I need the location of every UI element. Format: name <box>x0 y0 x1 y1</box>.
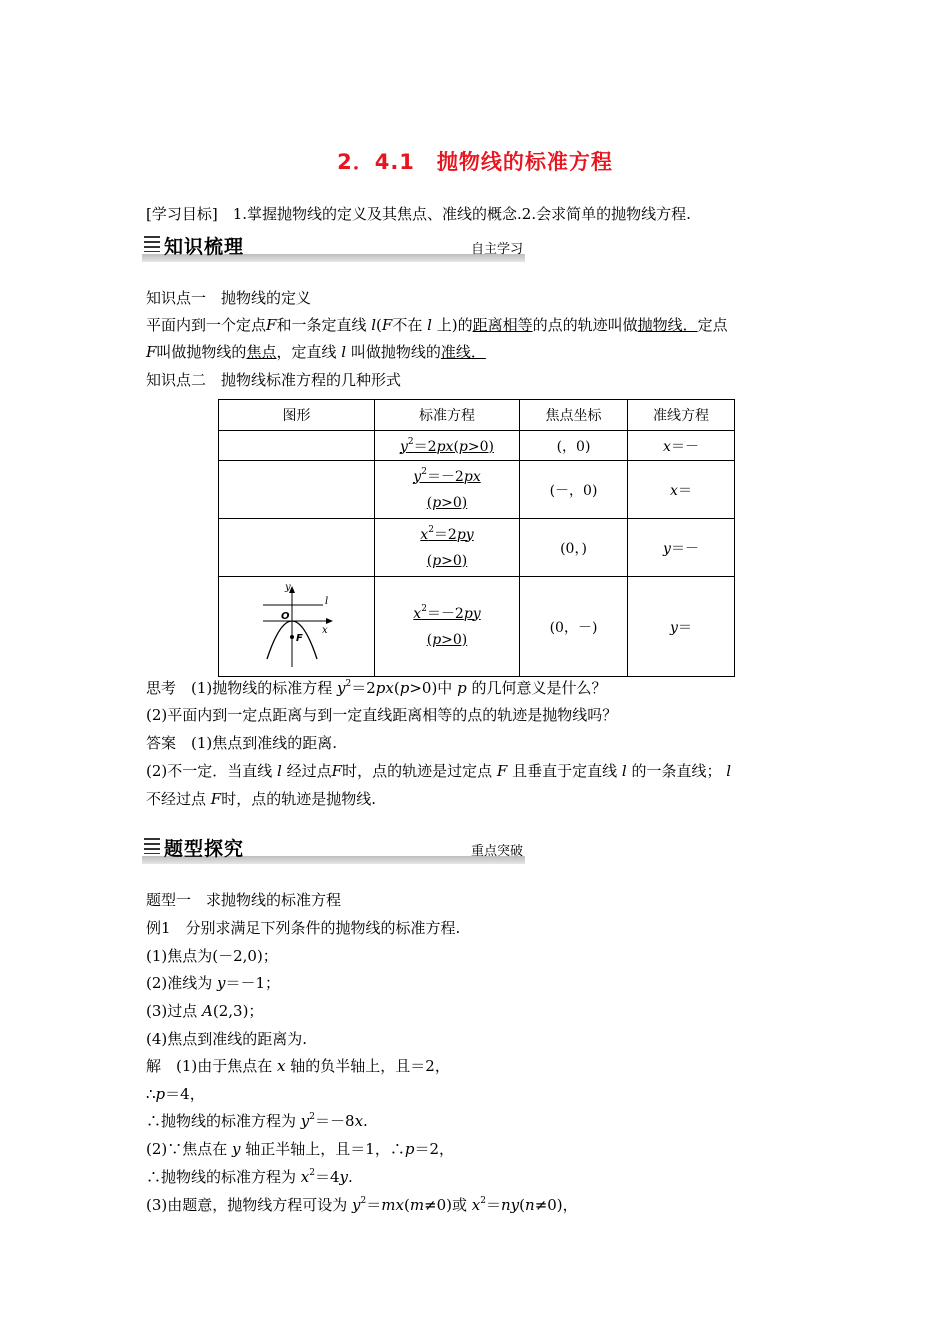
graph-label-y: y <box>284 581 291 593</box>
solution-line5: ∴抛物线的标准方程为 $x^2=4y$. <box>146 1168 353 1186</box>
focus-term: 焦点 <box>246 343 277 361</box>
condition-4: (4)焦点到准线的距离为. <box>146 1030 308 1048</box>
solution-line2: ∴p＝4， <box>146 1085 205 1103</box>
section-banner-types <box>142 834 525 864</box>
graph-label-o: O <box>280 610 290 622</box>
banner-heading: 知识梳理 <box>164 236 245 258</box>
table-header-row <box>219 400 735 431</box>
table-row <box>219 431 735 461</box>
banner-heading: 题型探究 <box>164 838 245 860</box>
section-banner-knowledge <box>142 232 525 262</box>
page-title: 2．4.1 抛物线的标准方程 <box>337 150 613 174</box>
header-focus: 焦点坐标 <box>520 400 628 431</box>
condition-2: (2)准线为 y＝－1； <box>146 974 281 992</box>
stripes-icon <box>144 236 160 252</box>
graph-label-x: x <box>321 624 328 636</box>
solution-line1: 解 (1)由于焦点在 x 轴的负半轴上，且＝2， <box>146 1057 450 1075</box>
stripes-icon <box>144 838 160 854</box>
kp1-definition-line2: F叫做抛物线的焦点，定直线 l 叫做抛物线的准线． <box>146 343 486 361</box>
kp2-title: 知识点二 抛物线标准方程的几种形式 <box>146 371 402 389</box>
equation-cell: $y^2=2px(p>0)$ <box>375 431 520 461</box>
graph-cell <box>219 577 375 677</box>
graph-cell <box>219 431 375 461</box>
graph-label-f: F <box>295 632 303 644</box>
type1-title: 题型一 求抛物线的标准方程 <box>146 891 342 909</box>
solution-line6: (3)由题意，抛物线方程可设为 $y^2=mx(m\ne 0)$或 $x^2=ny(n\ne 0)$， <box>146 1196 578 1214</box>
directrix-cell: y＝－ <box>628 519 735 577</box>
graph-cell <box>219 461 375 519</box>
header-graph: 图形 <box>219 400 375 431</box>
parabola-term: 抛物线． <box>637 316 698 334</box>
kp1-title: 知识点一 抛物线的定义 <box>146 289 312 307</box>
think-question2: (2)平面内到一定点距离与到一定直线距离相等的点的轨迹是抛物线吗？ <box>146 706 618 724</box>
graph-cell <box>219 519 375 577</box>
answer-1: 答案 (1)焦点到准线的距离. <box>146 734 338 752</box>
banner-tag: 自主学习 <box>470 242 523 257</box>
learning-objective: [学习目标] 1.掌握抛物线的定义及其焦点、准线的概念.2.会求简单的抛物线方程. <box>146 205 691 223</box>
table-row <box>219 519 735 577</box>
directrix-cell: y＝ <box>628 577 735 677</box>
focus-cell: (－，0) <box>520 461 628 519</box>
distance-equal-term: 距离相等 <box>472 316 533 334</box>
directrix-term: 准线． <box>440 343 486 361</box>
answer-2-line1: (2)不一定．当直线 l 经过点F时，点的轨迹是过定点 F 且垂直于定直线 l 的一条直线； l <box>146 762 732 780</box>
graph-label-l: l <box>324 595 328 607</box>
parabola-graph-icon <box>257 581 337 673</box>
condition-1: (1)焦点为(－2,0)； <box>146 947 278 965</box>
table-row <box>219 577 735 677</box>
standard-forms-table <box>218 399 735 677</box>
equation-cell: $x^2=-2py$ (p>0) <box>375 577 520 677</box>
header-equation: 标准方程 <box>375 400 520 431</box>
directrix-cell: x＝－ <box>628 431 735 461</box>
focus-cell: (，0) <box>520 431 628 461</box>
example1-statement: 例1 分别求满足下列条件的抛物线的标准方程. <box>146 919 461 937</box>
equation-cell: $y^2=-2px$ (p>0) <box>375 461 520 519</box>
answer-2-line2: 不经过点 F时，点的轨迹是抛物线. <box>146 790 376 808</box>
kp1-definition-line1: 平面内到一个定点F和一条定直线 l(F不在 l 上)的距离相等的点的轨迹叫做抛物线．定点 <box>146 316 728 334</box>
condition-3: (3)过点 A(2,3)； <box>146 1002 264 1020</box>
equation-cell: $x^2=2py$ (p>0) <box>375 519 520 577</box>
solution-line4: (2)∵焦点在 y 轴正半轴上，且＝1，∴p＝2， <box>146 1140 454 1158</box>
directrix-cell: x＝ <box>628 461 735 519</box>
banner-tag: 重点突破 <box>470 844 523 859</box>
header-directrix: 准线方程 <box>628 400 735 431</box>
focus-cell: (0，－) <box>520 577 628 677</box>
table-row <box>219 461 735 519</box>
think-question1: 思考 (1)抛物线的标准方程 $y^2=2px(p>0)$中 p 的几何意义是什么？ <box>146 679 607 697</box>
focus-cell: (0，) <box>520 519 628 577</box>
solution-line3: ∴抛物线的标准方程为 $y^2=-8x$. <box>146 1112 368 1130</box>
